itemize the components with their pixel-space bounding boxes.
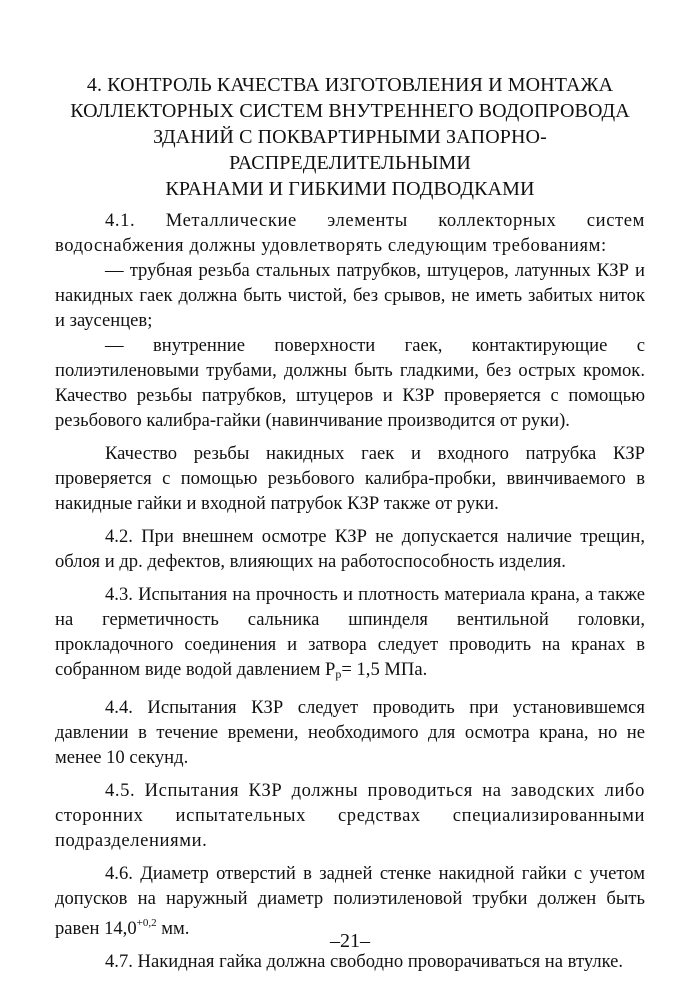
tolerance-superscript: +0,2 [136, 917, 157, 929]
page-number: –21– [330, 930, 370, 952]
heading-line-3: ЗДАНИЙ С ПОКВАРТИРНЫМИ ЗАПОРНО-РАСПРЕДЕЛИТЕЛЬНЫМИ [153, 126, 547, 174]
paragraph-4-3-text: 4.3. Испытания на прочность и плотность материала крана, а также на герметичность сальника шпинделя вентильной головки, прокладочного соединения и затвора следует проводить на кранах в собранном виде водой давлением [55, 584, 645, 680]
paragraph-4-3 [55, 582, 645, 687]
pressure-subscript: р [335, 667, 342, 681]
heading-line-1: 4. КОНТРОЛЬ КАЧЕСТВА ИЗГОТОВЛЕНИЯ И МОНТАЖА [86, 74, 614, 96]
section-heading [55, 72, 645, 202]
paragraph-4-2: 4.2. При внешнем осмотре КЗР не допускается наличие трещин, облоя и др. дефектов, влияющих на работоспособность изделия. [55, 526, 645, 572]
pressure-value: = 1,5 МПа. [341, 659, 428, 680]
paragraph-4-1-continuation: Качество резьбы накидных гаек и входного патрубка КЗР проверяется с помощью резьбового калибра-пробки, ввинчиваемого в накидные гайки и входной патрубок КЗР также от руки. [55, 443, 645, 514]
paragraph-4-7: 4.7. Накидная гайка должна свободно проворачиваться на втулке. [105, 951, 624, 972]
paragraph-4-5: 4.5. Испытания КЗР должны проводиться на заводских либо сторонних испытательных средствах специализированными подразделениями. [55, 780, 645, 851]
heading-line-4: КРАНАМИ И ГИБКИМИ ПОДВОДКАМИ [165, 178, 535, 200]
diameter-unit: мм. [156, 918, 190, 939]
paragraph-4-1-item-2: — внутренние поверхности гаек, контактирующие с полиэтиленовыми трубами, должны быть гладкими, без острых кромок. Качество резьбы патрубков, штуцеров и КЗР проверяется с помощью резьбового калибра-гайки (навинчивание производится от руки). [55, 335, 645, 431]
pressure-symbol: P [325, 659, 336, 680]
paragraph-4-1-item-1: — трубная резьба стальных патрубков, штуцеров, латунных КЗР и накидных гаек должна быть чистой, без срывов, не иметь забитых ниток и заусенцев; [55, 260, 645, 331]
heading-line-2: КОЛЛЕКТОРНЫХ СИСТЕМ ВНУТРЕННЕГО ВОДОПРОВОДА [70, 100, 630, 122]
paragraph-4-6 [55, 861, 645, 941]
paragraph-4-6-text: 4.6. Диаметр отверстий в задней стенке накидной гайки с учетом допусков на наружный диаметр полиэтиленовой трубки должен быть равен 14,0 [55, 863, 645, 939]
paragraph-4-1: 4.1. Металлические элементы коллекторных систем водоснабжения должны удовлетворять следующим требованиям: [55, 210, 645, 256]
paragraph-4-4: 4.4. Испытания КЗР следует проводить при установившемся давлении в течение времени, необходимого для осмотра крана, но не менее 10 секунд. [55, 697, 645, 768]
document-page [55, 72, 645, 982]
